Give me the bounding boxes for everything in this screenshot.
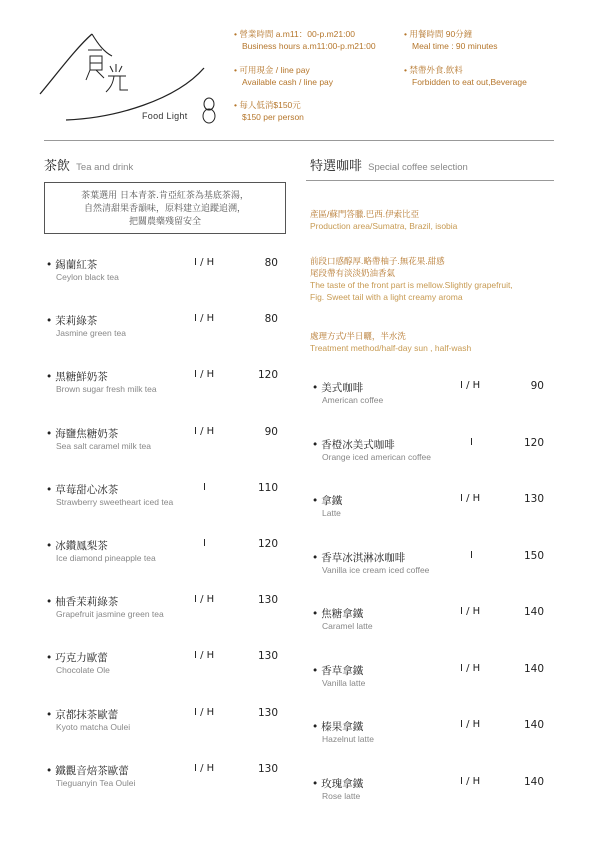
menu-item-name-text: 冰鑽鳳梨茶 [55, 540, 108, 552]
info-mealtime-en: Meal time : 90 minutes [412, 41, 498, 51]
menu-item-price: 130 [257, 706, 278, 719]
menu-item-price: 150 [523, 549, 544, 562]
menu-item [312, 663, 552, 703]
menu-item-size: I / H [194, 594, 215, 606]
tea-section-title [44, 155, 133, 174]
info-minimum-zh: 每人低消$150元 [239, 100, 301, 110]
coffee-process [310, 330, 471, 354]
menu-item-price: 90 [264, 425, 278, 438]
menu-item-name-text: 鐵觀音焙茶歐蕾 [55, 764, 129, 777]
menu-item-name [46, 594, 118, 609]
coffee-subtitle: Special coffee selection [368, 162, 468, 173]
info-payment: • 可用現金 / line pay Available cash / line pay [234, 65, 334, 87]
menu-item-size: I [470, 549, 473, 561]
menu-item [312, 550, 552, 590]
bullet-icon: • [46, 652, 53, 665]
menu-item-price: 140 [523, 775, 544, 788]
tea-title: 茶飲 [44, 159, 71, 174]
bullet-icon: • [46, 708, 53, 721]
menu-item-name [46, 426, 118, 441]
info-outside-food-en: Forbidden to eat out,Beverage [412, 77, 527, 87]
coffee-origin [310, 208, 457, 232]
menu-item-name [312, 493, 342, 508]
menu-item-name-text: 香橙冰美式咖啡 [321, 438, 395, 451]
menu-item-price: 120 [257, 369, 278, 382]
bullet-icon: • [312, 664, 319, 677]
menu-item-name-text: 榛果拿鐵 [321, 721, 364, 733]
menu-item [46, 650, 286, 690]
menu-item-name-text: 玫瑰拿鐵 [321, 777, 364, 790]
logo-text: Food Light [142, 111, 188, 121]
coffee-origin-en: Production area/Sumatra, Brazil, isobia [310, 221, 458, 231]
menu-item-price: 130 [257, 594, 278, 607]
bullet-icon: • [312, 495, 319, 507]
menu-item-english: Rose latte [322, 790, 361, 801]
menu-item [46, 482, 286, 522]
logo-calligraphy-icon [36, 20, 226, 132]
menu-item-name [46, 707, 118, 722]
menu-item-size: I [203, 481, 206, 493]
menu-item-size: I / H [194, 425, 215, 437]
menu-item-english: Latte [322, 508, 341, 518]
menu-item-name-text: 草莓甜心冰茶 [55, 483, 119, 496]
menu-item-price: 140 [523, 662, 544, 675]
coffee-divider [306, 180, 554, 181]
menu-item [46, 538, 286, 578]
menu-item-english: Tieguanyin Tea Oulei [56, 777, 136, 788]
menu-item-size: I / H [460, 606, 481, 617]
menu-item-name-text: 焦糖拿鐵 [321, 608, 364, 620]
coffee-taste-zh: 前段口感醇厚.略帶柚子.無花果.甜感 [310, 256, 445, 266]
menu-item [312, 380, 552, 420]
coffee-taste-zh: 尾段帶有淡淡奶油香氣 [310, 268, 396, 278]
menu-item-price: 120 [523, 436, 544, 449]
coffee-process-zh: 處理方式/半日曬，半水洗 [310, 331, 406, 341]
menu-item [312, 606, 552, 646]
tea-note-line: 茶葉選用 日本青茶.肯亞紅茶為基底茶湯， [81, 191, 249, 201]
menu-item-english: Sea salt caramel milk tea [56, 440, 151, 451]
menu-item-english: Caramel latte [322, 621, 373, 631]
menu-item [46, 426, 286, 466]
menu-item-name-text: 錫蘭紅茶 [55, 259, 98, 271]
menu-item [46, 707, 286, 747]
tea-note-box [44, 182, 286, 234]
menu-item-size: I / H [194, 313, 215, 325]
menu-item-price: 140 [523, 606, 544, 618]
menu-item-price: 80 [264, 257, 278, 269]
bullet-icon: • [46, 315, 53, 328]
bullet-icon: • [46, 483, 53, 496]
bullet-icon: • [46, 371, 53, 384]
coffee-taste-en: Fig. Sweet tail with a light creamy aroma [310, 292, 463, 302]
menu-item-english: Vanilla latte [322, 677, 366, 688]
menu-item-name [312, 663, 363, 678]
menu-item-name-text: 柚香茉莉綠茶 [55, 596, 119, 609]
menu-item-english: Strawberry sweetheart iced tea [56, 496, 174, 507]
menu-item-name-text: 海鹽焦糖奶茶 [55, 427, 119, 440]
menu-item-english: Hazelnut latte [322, 734, 374, 744]
menu-item-price: 120 [257, 538, 278, 550]
menu-item-english: American coffee [322, 395, 384, 405]
menu-item-english: Ice diamond pineapple tea [56, 553, 156, 563]
bullet-icon: • [46, 540, 53, 552]
bullet-icon: • [312, 777, 319, 790]
menu-item-name [46, 482, 118, 497]
menu-item [46, 369, 286, 409]
menu-item [312, 776, 552, 816]
menu-item-name [312, 719, 363, 734]
menu-item-size: I [470, 436, 473, 448]
menu-item-size: I / H [194, 650, 215, 662]
menu-item [46, 763, 286, 803]
menu-item [312, 493, 552, 533]
menu-item-name [46, 313, 97, 328]
menu-item-size: I / H [460, 380, 481, 391]
bullet-icon: • [312, 382, 319, 394]
info-outside-food-zh: 禁帶外食.飲料 [409, 65, 463, 75]
coffee-taste [310, 255, 513, 303]
bullet-icon: • [312, 721, 319, 733]
menu-item-english: Jasmine green tea [56, 328, 126, 339]
menu-item-name-text: 香草拿鐵 [321, 664, 364, 677]
bullet-icon: • [46, 596, 53, 609]
info-hours-en: Business hours a.m11:00-p.m21:00 [242, 41, 376, 51]
menu-item-english: Orange iced american coffee [322, 451, 431, 462]
menu-item-name [46, 257, 97, 272]
menu-item-price: 140 [523, 719, 544, 731]
menu-item-size: I / H [460, 775, 481, 787]
menu-item-price: 130 [523, 493, 544, 505]
coffee-process-en: Treatment method/half-day sun , half-wash [310, 343, 472, 353]
menu-item-size: I / H [460, 719, 481, 730]
menu-item-price: 110 [257, 481, 278, 494]
logo [36, 20, 226, 132]
menu-item-english: Chocolate Ole [56, 665, 110, 676]
menu-item-price: 80 [264, 313, 278, 326]
menu-item-name-text: 黑糖鮮奶茶 [55, 371, 108, 384]
menu-item-size: I [203, 538, 206, 549]
tea-subtitle: Tea and drink [76, 162, 134, 173]
menu-item-english: Ceylon black tea [56, 272, 119, 282]
menu-item [46, 313, 286, 353]
coffee-section-title [310, 155, 468, 174]
info-minimum-en: $150 per person [242, 112, 304, 122]
bullet-icon: • [46, 427, 53, 440]
info-outside-food: • 禁帶外食.飲料 Forbidden to eat out,Beverage [404, 65, 527, 87]
header-divider [44, 140, 554, 141]
menu-item-name [312, 437, 395, 452]
info-hours: • 營業時間 a.m11：00-p.m21:00 Business hours a.m11:00-p.m21:00 [234, 29, 376, 51]
info-payment-zh: 可用現金 / line pay [239, 65, 310, 75]
menu-item-size: I / H [194, 706, 215, 718]
menu-item-english: Kyoto matcha Oulei [56, 721, 131, 732]
menu-item-name [46, 538, 108, 553]
menu-item-size: I / H [194, 762, 215, 774]
menu-item-name [312, 776, 363, 791]
menu-item-name-text: 茉莉綠茶 [55, 315, 98, 328]
menu-item-size: I / H [460, 662, 481, 674]
bullet-icon: • [312, 551, 319, 564]
menu-item-name [312, 550, 405, 565]
info-payment-en: Available cash / line pay [242, 77, 334, 87]
info-minimum: • 每人低消$150元 $150 per person [234, 100, 304, 122]
bullet-icon: • [312, 608, 319, 620]
menu-item-name-text: 拿鐵 [321, 495, 343, 507]
menu-item-english: Grapefruit jasmine green tea [56, 609, 164, 620]
coffee-origin-zh: 產區/蘇門答臘.巴西.伊索比亞 [310, 209, 420, 219]
menu-item-name [46, 763, 129, 778]
menu-item [312, 719, 552, 759]
coffee-taste-en: The taste of the front part is mellow.Slightly grapefruit, [310, 280, 513, 290]
menu-item-price: 130 [257, 762, 278, 775]
menu-item-english: Vanilla ice cream iced coffee [322, 564, 430, 575]
menu-item-name [312, 380, 363, 395]
menu-item-name-text: 京都抹茶歐蕾 [55, 708, 119, 721]
info-mealtime: • 用餐時間 90分鐘 Meal time : 90 minutes [404, 29, 498, 51]
menu-item-name [312, 606, 363, 621]
info-mealtime-zh: 用餐時間 90分鐘 [409, 29, 473, 39]
menu-item-size: I / H [194, 257, 215, 268]
menu-item [46, 594, 286, 634]
menu-item-name-text: 美式咖啡 [321, 382, 364, 394]
tea-note-line: 把關農藥殘留安全 [128, 217, 201, 227]
tea-note-line: 自然清甜果香韻味，原料建立追蹤追溯， [83, 204, 246, 214]
menu-item-size: I / H [194, 369, 215, 381]
menu-item-price: 90 [530, 380, 544, 392]
menu-item-name [46, 650, 108, 665]
bullet-icon: • [46, 764, 53, 777]
menu-item-english: Brown sugar fresh milk tea [56, 384, 157, 395]
menu-item-name [46, 369, 108, 384]
menu-item-price: 130 [257, 650, 278, 663]
bullet-icon: • [312, 438, 319, 451]
menu-item [46, 257, 286, 297]
menu-item [312, 437, 552, 477]
menu-item-name-text: 香草冰淇淋冰咖啡 [321, 551, 406, 564]
coffee-title: 特選咖啡 [310, 159, 363, 174]
bullet-icon: • [46, 259, 53, 271]
info-hours-zh: 營業時間 a.m11：00-p.m21:00 [239, 29, 355, 39]
menu-item-size: I / H [460, 493, 481, 504]
menu-item-name-text: 巧克力歐蕾 [55, 652, 108, 665]
